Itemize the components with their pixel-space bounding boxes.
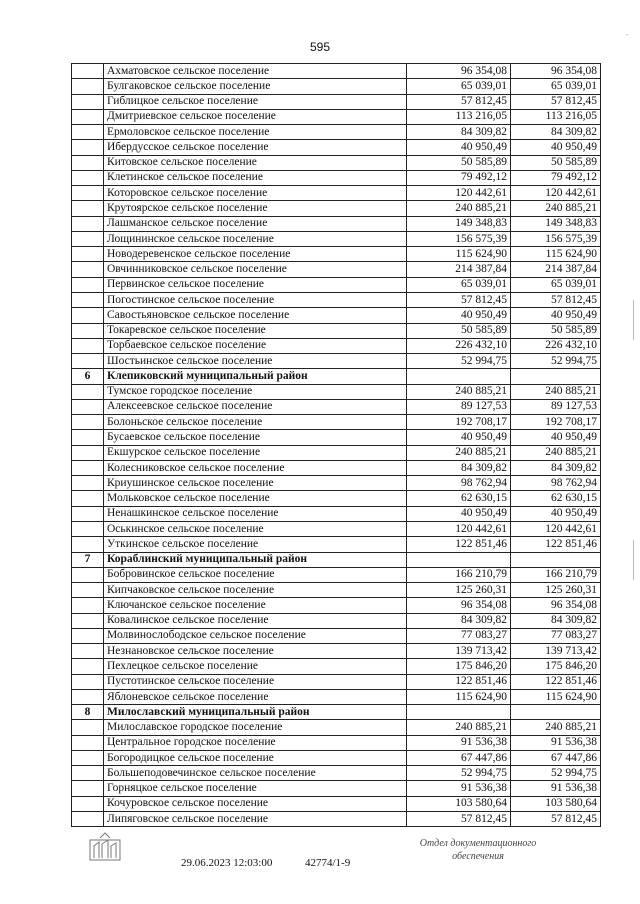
row-number-cell [72, 186, 104, 201]
amount-2-cell: 156 575,39 [511, 231, 601, 246]
amount-2-cell: 57 812,45 [511, 812, 601, 827]
amount-1-cell: 175 846,20 [407, 659, 511, 674]
table-row [72, 537, 601, 552]
table-row [72, 613, 601, 628]
amount-2-cell: 240 885,21 [511, 720, 601, 735]
row-number-cell [72, 750, 104, 765]
row-number-cell [72, 796, 104, 811]
row-number-cell [72, 323, 104, 338]
amount-2-cell: 91 536,38 [511, 735, 601, 750]
amount-2-cell: 79 492,12 [511, 170, 601, 185]
row-number-cell [72, 64, 104, 79]
amount-2-cell: 103 580,64 [511, 796, 601, 811]
settlement-name-cell: Гиблицкое сельское поселение [104, 94, 407, 109]
settlement-name-cell: Шостьинское сельское поселение [104, 354, 407, 369]
amount-2-cell: 240 885,21 [511, 445, 601, 460]
row-number-cell [72, 262, 104, 277]
table-row [72, 201, 601, 216]
settlement-name-cell: Лашманское сельское поселение [104, 216, 407, 231]
settlement-name-cell: Китовское сельское поселение [104, 155, 407, 170]
allocation-table [71, 63, 601, 827]
table-row [72, 247, 601, 262]
amount-2-cell: 139 713,42 [511, 644, 601, 659]
amount-1-cell: 240 885,21 [407, 445, 511, 460]
amount-2-cell: 120 442,61 [511, 521, 601, 536]
settlement-name-cell: Ибердусское сельское поселение [104, 140, 407, 155]
amount-2-cell: 65 039,01 [511, 277, 601, 292]
amount-1-cell: 120 442,61 [407, 521, 511, 536]
amount-1-cell: 240 885,21 [407, 720, 511, 735]
row-number-cell [72, 140, 104, 155]
row-number-cell [72, 201, 104, 216]
table-row [72, 415, 601, 430]
row-number-cell [72, 720, 104, 735]
department-stamp [398, 837, 558, 863]
settlement-name-cell: Большеподовечинское сельское поселение [104, 766, 407, 781]
settlement-name-cell: Первинское сельское поселение [104, 277, 407, 292]
settlement-name-cell: Дмитриевское сельское поселение [104, 109, 407, 124]
row-number-cell [72, 94, 104, 109]
row-number-cell [72, 292, 104, 307]
row-number-cell [72, 79, 104, 94]
amount-1-cell: 96 354,08 [407, 64, 511, 79]
amount-2-cell: 84 309,82 [511, 613, 601, 628]
row-number-cell: 8 [72, 705, 104, 720]
settlement-name-cell: Незнановское сельское поселение [104, 644, 407, 659]
amount-1-cell: 40 950,49 [407, 140, 511, 155]
amount-2-cell: 40 950,49 [511, 308, 601, 323]
amount-1-cell: 125 260,31 [407, 583, 511, 598]
table-row [72, 689, 601, 704]
amount-1-cell [407, 705, 511, 720]
amount-2-cell: 192 708,17 [511, 415, 601, 430]
amount-1-cell: 84 309,82 [407, 460, 511, 475]
table-row [72, 170, 601, 185]
settlement-name-cell: Клепиковский муниципальный район [104, 369, 407, 384]
district-row [72, 552, 601, 567]
row-number-cell [72, 567, 104, 582]
amount-2-cell: 98 762,94 [511, 476, 601, 491]
amount-2-cell: 122 851,46 [511, 537, 601, 552]
row-number-cell [72, 613, 104, 628]
settlement-name-cell: Милославское городское поселение [104, 720, 407, 735]
amount-1-cell: 52 994,75 [407, 766, 511, 781]
amount-2-cell: 96 354,08 [511, 64, 601, 79]
settlement-name-cell: Кочуровское сельское поселение [104, 796, 407, 811]
amount-1-cell: 240 885,21 [407, 384, 511, 399]
settlement-name-cell: Липяговское сельское поселение [104, 812, 407, 827]
amount-1-cell: 103 580,64 [407, 796, 511, 811]
settlement-name-cell: Токаревское сельское поселение [104, 323, 407, 338]
table-row [72, 735, 601, 750]
amount-1-cell: 57 812,45 [407, 94, 511, 109]
table-row [72, 491, 601, 506]
amount-2-cell: 214 387,84 [511, 262, 601, 277]
amount-2-cell: 50 585,89 [511, 323, 601, 338]
table-row [72, 292, 601, 307]
amount-2-cell [511, 552, 601, 567]
table-row [72, 476, 601, 491]
table-row [72, 94, 601, 109]
amount-1-cell: 91 536,38 [407, 781, 511, 796]
amount-2-cell: 166 210,79 [511, 567, 601, 582]
amount-1-cell: 65 039,01 [407, 79, 511, 94]
settlement-name-cell: Милославский муниципальный район [104, 705, 407, 720]
settlement-name-cell: Алексеевское сельское поселение [104, 399, 407, 414]
table-row [72, 781, 601, 796]
row-number-cell [72, 476, 104, 491]
row-number-cell [72, 125, 104, 140]
amount-2-cell: 40 950,49 [511, 430, 601, 445]
row-number-cell [72, 384, 104, 399]
table-row [72, 598, 601, 613]
row-number-cell [72, 354, 104, 369]
amount-1-cell: 122 851,46 [407, 674, 511, 689]
row-number-cell [72, 109, 104, 124]
table-row [72, 186, 601, 201]
row-number-cell [72, 766, 104, 781]
settlement-name-cell: Екшурское сельское поселение [104, 445, 407, 460]
amount-1-cell: 65 039,01 [407, 277, 511, 292]
row-number-cell [72, 583, 104, 598]
amount-1-cell: 166 210,79 [407, 567, 511, 582]
table-row [72, 674, 601, 689]
amount-2-cell: 91 536,38 [511, 781, 601, 796]
amount-2-cell: 40 950,49 [511, 506, 601, 521]
settlement-name-cell: Центральное городское поселение [104, 735, 407, 750]
margin-line [633, 300, 634, 340]
table-row [72, 323, 601, 338]
row-number-cell [72, 644, 104, 659]
row-number-cell [72, 521, 104, 536]
amount-1-cell: 57 812,45 [407, 292, 511, 307]
amount-1-cell: 89 127,53 [407, 399, 511, 414]
amount-2-cell: 96 354,08 [511, 598, 601, 613]
table-row [72, 659, 601, 674]
table-row [72, 506, 601, 521]
row-number-cell [72, 308, 104, 323]
amount-2-cell: 113 216,05 [511, 109, 601, 124]
amount-2-cell [511, 705, 601, 720]
amount-1-cell: 192 708,17 [407, 415, 511, 430]
amount-1-cell: 91 536,38 [407, 735, 511, 750]
amount-1-cell: 98 762,94 [407, 476, 511, 491]
emblem-logo-icon [88, 830, 122, 864]
amount-1-cell: 214 387,84 [407, 262, 511, 277]
settlement-name-cell: Кораблинский муниципальный район [104, 552, 407, 567]
row-number-cell [72, 735, 104, 750]
settlement-name-cell: Клетинское сельское поселение [104, 170, 407, 185]
table-row [72, 262, 601, 277]
settlement-name-cell: Погостинское сельское поселение [104, 292, 407, 307]
amount-1-cell: 77 083,27 [407, 628, 511, 643]
amount-1-cell: 84 309,82 [407, 125, 511, 140]
amount-1-cell: 240 885,21 [407, 201, 511, 216]
row-number-cell: 7 [72, 552, 104, 567]
amount-1-cell: 79 492,12 [407, 170, 511, 185]
amount-2-cell: 115 624,90 [511, 689, 601, 704]
amount-2-cell: 57 812,45 [511, 292, 601, 307]
settlement-name-cell: Бусаевское сельское поселение [104, 430, 407, 445]
row-number-cell [72, 537, 104, 552]
row-number-cell [72, 399, 104, 414]
settlement-name-cell: Криушинское сельское поселение [104, 476, 407, 491]
amount-2-cell: 84 309,82 [511, 460, 601, 475]
table-row [72, 399, 601, 414]
amount-2-cell: 62 630,15 [511, 491, 601, 506]
amount-2-cell: 120 442,61 [511, 186, 601, 201]
settlement-name-cell: Пехлецкое сельское поселение [104, 659, 407, 674]
row-number-cell [72, 231, 104, 246]
amount-1-cell: 50 585,89 [407, 323, 511, 338]
settlement-name-cell: Ахматовское сельское поселение [104, 64, 407, 79]
amount-1-cell: 115 624,90 [407, 689, 511, 704]
row-number-cell [72, 812, 104, 827]
settlement-name-cell: Торбаевское сельское поселение [104, 338, 407, 353]
table-row [72, 231, 601, 246]
row-number-cell [72, 659, 104, 674]
settlement-name-cell: Ковалинское сельское поселение [104, 613, 407, 628]
amount-1-cell [407, 369, 511, 384]
amount-1-cell: 122 851,46 [407, 537, 511, 552]
settlement-name-cell: Уткинское сельское поселение [104, 537, 407, 552]
table-row [72, 338, 601, 353]
district-row [72, 369, 601, 384]
settlement-name-cell: Пустотинское сельское поселение [104, 674, 407, 689]
table-row [72, 720, 601, 735]
settlement-name-cell: Булгаковское сельское поселение [104, 79, 407, 94]
settlement-name-cell: Ненашкинское сельское поселение [104, 506, 407, 521]
settlement-name-cell: Савостьяновское сельское поселение [104, 308, 407, 323]
table-row [72, 445, 601, 460]
table-row [72, 583, 601, 598]
row-number-cell [72, 781, 104, 796]
table-row [72, 644, 601, 659]
amount-1-cell: 96 354,08 [407, 598, 511, 613]
amount-2-cell: 175 846,20 [511, 659, 601, 674]
table-row [72, 140, 601, 155]
amount-1-cell: 50 585,89 [407, 155, 511, 170]
amount-1-cell: 40 950,49 [407, 308, 511, 323]
amount-2-cell: 240 885,21 [511, 384, 601, 399]
row-number-cell [72, 598, 104, 613]
settlement-name-cell: Богородицкое сельское поселение [104, 750, 407, 765]
table-row [72, 460, 601, 475]
row-number-cell [72, 415, 104, 430]
row-number-cell [72, 338, 104, 353]
amount-2-cell: 57 812,45 [511, 94, 601, 109]
amount-1-cell: 115 624,90 [407, 247, 511, 262]
amount-1-cell: 139 713,42 [407, 644, 511, 659]
amount-1-cell [407, 552, 511, 567]
settlement-name-cell: Яблоневское сельское поселение [104, 689, 407, 704]
amount-1-cell: 113 216,05 [407, 109, 511, 124]
row-number-cell [72, 445, 104, 460]
amount-2-cell: 125 260,31 [511, 583, 601, 598]
amount-1-cell: 40 950,49 [407, 506, 511, 521]
amount-1-cell: 67 447,86 [407, 750, 511, 765]
amount-2-cell: 50 585,89 [511, 155, 601, 170]
row-number-cell [72, 247, 104, 262]
settlement-name-cell: Мольковское сельское поселение [104, 491, 407, 506]
table-row [72, 109, 601, 124]
settlement-name-cell: Болоньское сельское поселение [104, 415, 407, 430]
row-number-cell [72, 430, 104, 445]
row-number-cell [72, 506, 104, 521]
amount-2-cell: 65 039,01 [511, 79, 601, 94]
table-row [72, 277, 601, 292]
settlement-name-cell: Овчинниковское сельское поселение [104, 262, 407, 277]
settlement-name-cell: Новодеревенское сельское поселение [104, 247, 407, 262]
table-body [72, 64, 601, 827]
table-row [72, 796, 601, 811]
amount-1-cell: 156 575,39 [407, 231, 511, 246]
table-row [72, 155, 601, 170]
amount-2-cell: 52 994,75 [511, 354, 601, 369]
amount-1-cell: 57 812,45 [407, 812, 511, 827]
table-row [72, 628, 601, 643]
settlement-name-cell: Молвинослободское сельское поселение [104, 628, 407, 643]
amount-1-cell: 52 994,75 [407, 354, 511, 369]
settlement-name-cell: Ключанское сельское поселение [104, 598, 407, 613]
row-number-cell: 6 [72, 369, 104, 384]
amount-1-cell: 120 442,61 [407, 186, 511, 201]
table-row [72, 79, 601, 94]
amount-1-cell: 149 348,83 [407, 216, 511, 231]
settlement-name-cell: Горняцкое сельское поселение [104, 781, 407, 796]
table-row [72, 384, 601, 399]
table-row [72, 812, 601, 827]
table-row [72, 64, 601, 79]
row-number-cell [72, 674, 104, 689]
table-row [72, 125, 601, 140]
stamp-line: Отдел документационного [419, 838, 537, 849]
settlement-name-cell: Колесниковское сельское поселение [104, 460, 407, 475]
row-number-cell [72, 689, 104, 704]
settlement-name-cell: Которовское сельское поселение [104, 186, 407, 201]
table-row [72, 750, 601, 765]
table-row [72, 766, 601, 781]
settlement-name-cell: Крутоярское сельское поселение [104, 201, 407, 216]
amount-2-cell: 67 447,86 [511, 750, 601, 765]
page-number: 595 [309, 40, 331, 54]
amount-1-cell: 62 630,15 [407, 491, 511, 506]
amount-2-cell [511, 369, 601, 384]
table-row [72, 216, 601, 231]
amount-1-cell: 226 432,10 [407, 338, 511, 353]
row-number-cell [72, 170, 104, 185]
settlement-name-cell: Кипчаковское сельское поселение [104, 583, 407, 598]
settlement-name-cell: Лощининское сельское поселение [104, 231, 407, 246]
row-number-cell [72, 155, 104, 170]
row-number-cell [72, 216, 104, 231]
settlement-name-cell: Бобровинское сельское поселение [104, 567, 407, 582]
table-row [72, 354, 601, 369]
row-number-cell [72, 277, 104, 292]
amount-2-cell: 77 083,27 [511, 628, 601, 643]
margin-mark: - [626, 30, 629, 39]
settlement-name-cell: Оськинское сельское поселение [104, 521, 407, 536]
amount-2-cell: 149 348,83 [511, 216, 601, 231]
table-row [72, 308, 601, 323]
amount-1-cell: 84 309,82 [407, 613, 511, 628]
stamp-line: обеспечения [452, 851, 504, 862]
margin-line [633, 540, 634, 580]
amount-2-cell: 40 950,49 [511, 140, 601, 155]
amount-2-cell: 115 624,90 [511, 247, 601, 262]
table-row [72, 521, 601, 536]
district-row [72, 705, 601, 720]
row-number-cell [72, 628, 104, 643]
amount-2-cell: 84 309,82 [511, 125, 601, 140]
amount-2-cell: 226 432,10 [511, 338, 601, 353]
row-number-cell [72, 491, 104, 506]
amount-2-cell: 89 127,53 [511, 399, 601, 414]
amount-2-cell: 240 885,21 [511, 201, 601, 216]
table-row [72, 430, 601, 445]
amount-2-cell: 122 851,46 [511, 674, 601, 689]
amount-2-cell: 52 994,75 [511, 766, 601, 781]
table-row [72, 567, 601, 582]
settlement-name-cell: Тумское городское поселение [104, 384, 407, 399]
row-number-cell [72, 460, 104, 475]
footer-document-code: 42774/1-9 [305, 857, 351, 869]
footer-datetime: 29.06.2023 12:03:00 [181, 857, 273, 869]
settlement-name-cell: Ермоловское сельское поселение [104, 125, 407, 140]
amount-1-cell: 40 950,49 [407, 430, 511, 445]
